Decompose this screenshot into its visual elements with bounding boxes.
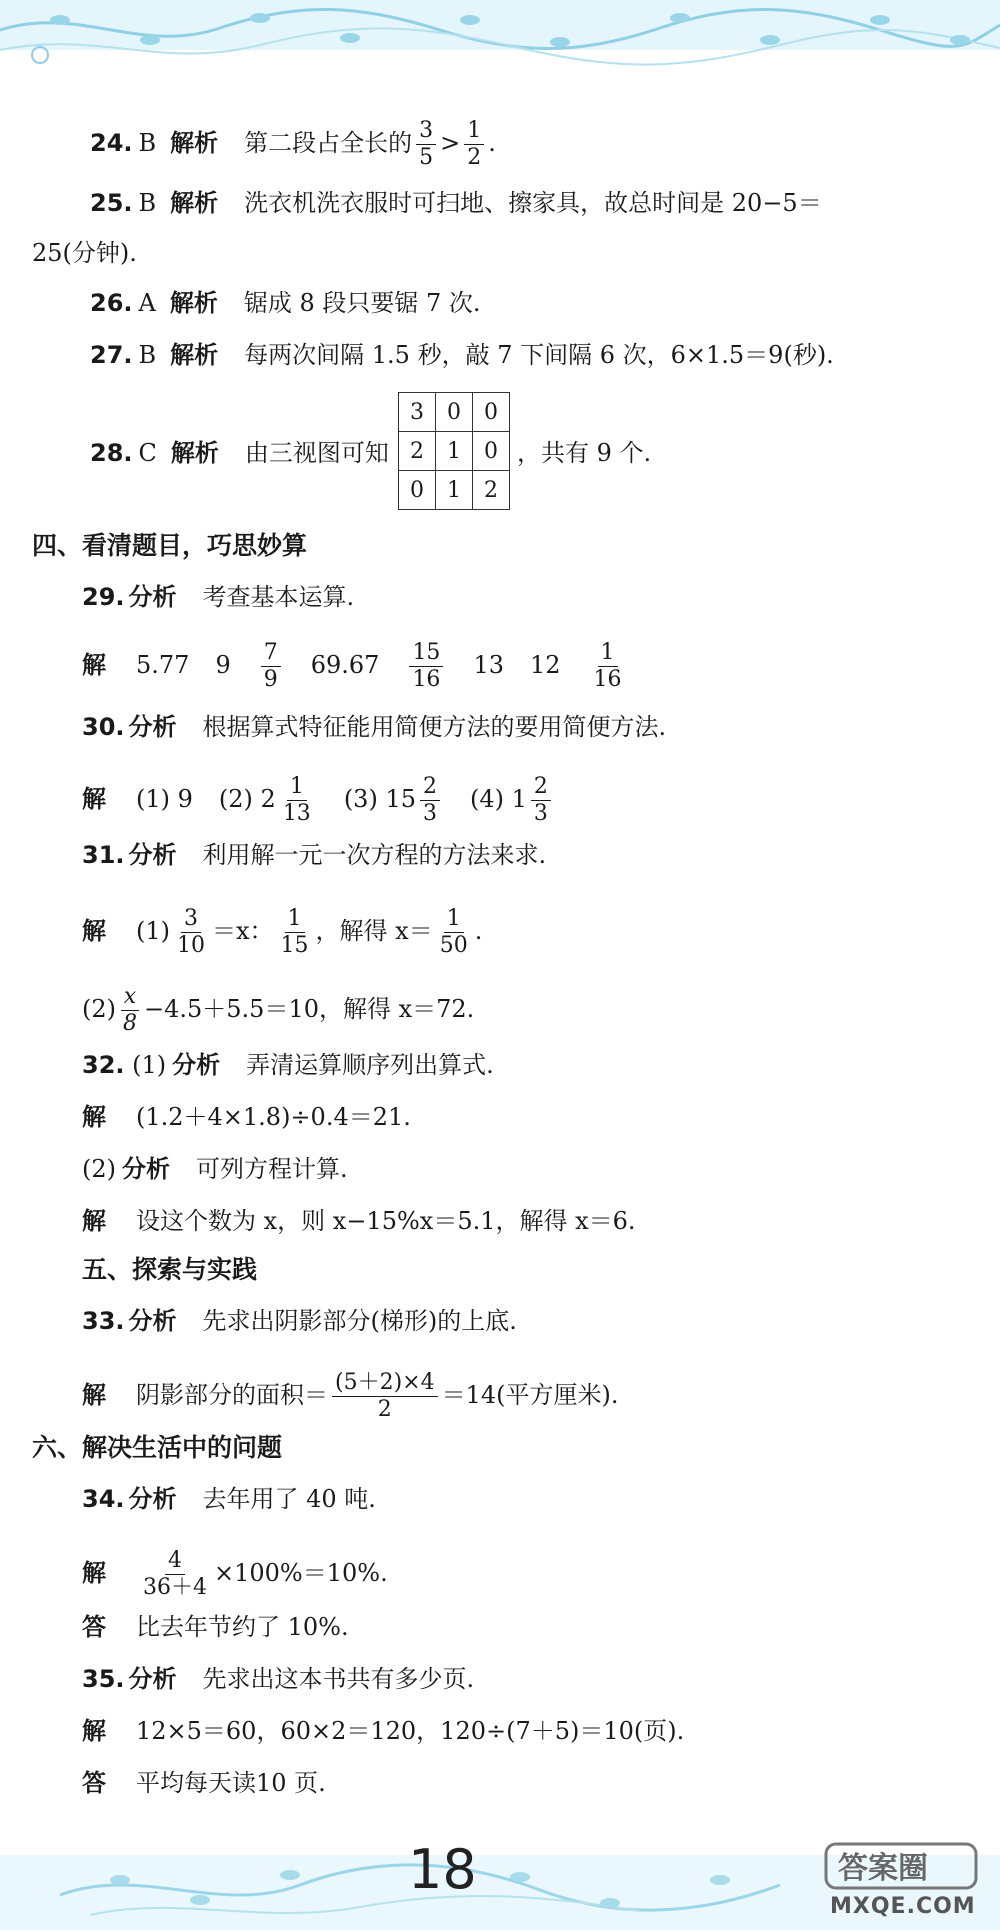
section-6-title: 六、解决生活中的问题 [32,1433,283,1462]
section-5-title: 五、探索与实践 [82,1255,258,1284]
question-32-solution-2: 解 设这个数为 x，则 x−15%x＝5.1，解得 x＝6. [82,1207,636,1235]
question-32-analysis-2: (2) 分析 可列方程计算. [82,1155,348,1183]
page-number: 18 [408,1838,477,1901]
question-29-analysis: 29. 分析 考查基本运算. [82,583,355,611]
question-34-solution: 解 $\frac{4}{36+4}$ ×100%＝10%. [82,1548,388,1600]
question-25: 25. B 解析 洗衣机洗衣服时可扫地、擦家具，故总时间是 20−5＝ [90,189,822,217]
question-31-analysis: 31. 分析 利用解一元一次方程的方法来求. [82,841,547,869]
question-33-analysis: 33. 分析 先求出阴影部分(梯形)的上底. [82,1307,517,1335]
question-32-analysis-1: 32. (1) 分析 弄清运算顺序列出算式. [82,1051,494,1079]
question-24: 24. B 解析 第二段占全长的 $\frac{3}{5}$ > $\frac{1}{2}$ . [90,118,496,170]
fraction: $\frac{3}{5}$ [416,118,436,171]
watermark-url: MXQE.COM [830,1894,976,1919]
section-4-title: 四、看清题目，巧思妙算 [32,531,308,560]
question-31-solution-1: 解 (1) $\frac{3}{10}$ ＝x： $\frac{1}{15}$ ，解得 x＝ $\frac{1}{50}$ . [82,906,483,958]
three-view-grid: 3 0 0 2 1 0 0 1 2 [398,392,510,510]
question-35-analysis: 35. 分析 先求出这本书共有多少页. [82,1665,475,1693]
question-30-analysis: 30. 分析 根据算式特征能用简便方法的要用简便方法. [82,713,667,741]
question-29-solution: 解 5.77 9 $\frac{7}{9}$ 69.67 $\frac{15}{16}$ 13 12 $\frac{1}{16}$ [82,640,622,692]
question-35-solution: 解 12×5＝60，60×2＝120，120÷(7＋5)＝10(页). [82,1717,685,1745]
question-30-solution: 解 (1) 9 (2) 2 $\frac{1}{13}$ (3) 15 $\frac{2}{3}$ (4) 1 $\frac{2}{3}$ [82,774,555,827]
question-32-solution-1: 解 (1.2＋4×1.8)÷0.4＝21. [82,1103,411,1131]
question-35-answer: 答 平均每天读10 页. [82,1769,326,1797]
svg-text:答案圈: 答案圈 [838,1851,928,1886]
question-34-analysis: 34. 分析 去年用了 40 吨. [82,1485,376,1513]
question-28: 28. C 解析 由三视图可知 [90,439,389,467]
question-33-solution: 解 阴影部分的面积＝ $\frac{(5+2)\times 4}{2}$ ＝14(平方厘米). [82,1370,619,1422]
top-vine-border [0,0,1000,80]
question-25-continued: 25(分钟). [32,239,137,267]
question-28-tail: ，共有 9 个. [517,439,652,467]
question-31-solution-2: (2) $\frac{x}{8}$ −4.5＋5.5＝10，解得 x＝72. [82,984,475,1036]
question-27: 27. B 解析 每两次间隔 1.5 秒，敲 7 下间隔 6 次，6×1.5＝9(秒). [90,341,834,369]
question-26: 26. A 解析 锯成 8 段只要锯 7 次. [90,289,481,317]
fraction: $\frac{1}{2}$ [464,118,484,171]
question-34-answer: 答 比去年节约了 10%. [82,1613,349,1641]
